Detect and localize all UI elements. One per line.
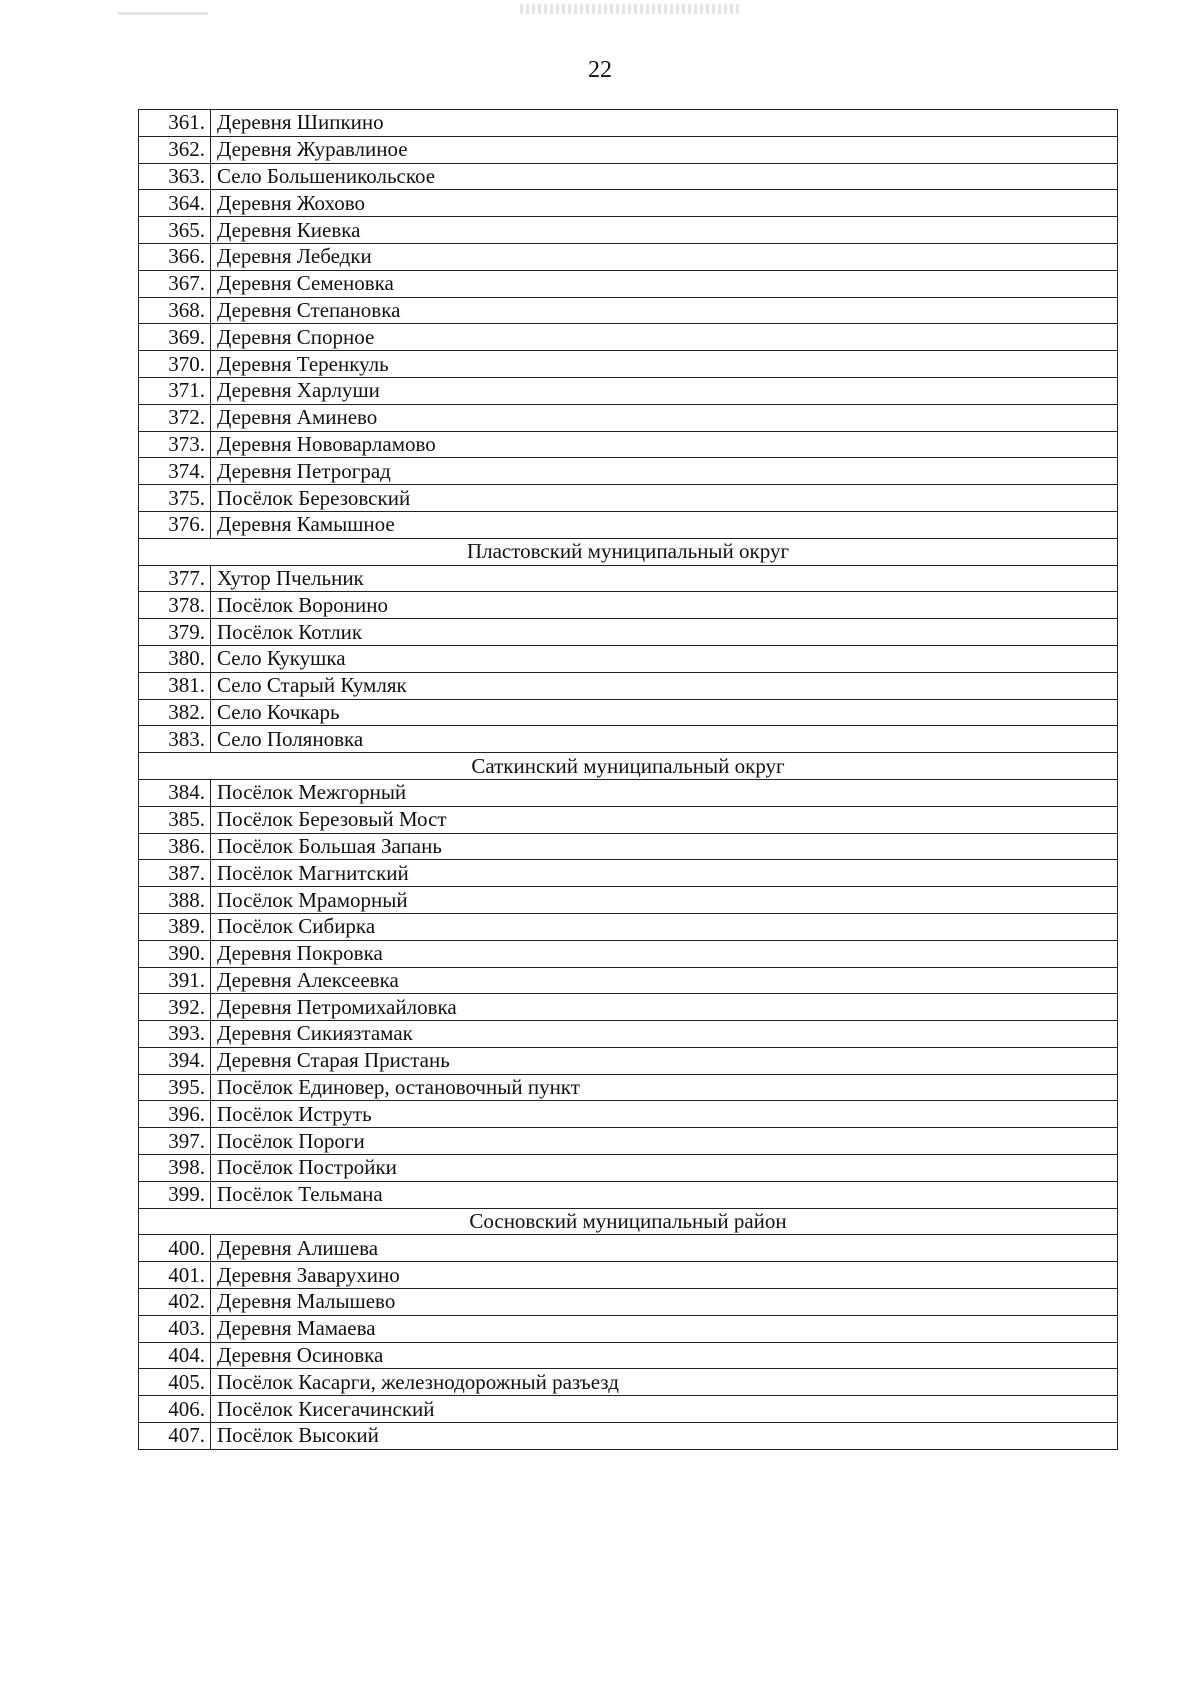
settlement-name: Деревня Покровка (211, 940, 1118, 967)
row-number: 381. (139, 672, 211, 699)
section-header-row (139, 753, 1118, 780)
table-row (139, 270, 1118, 297)
row-number: 370. (139, 351, 211, 378)
row-number: 387. (139, 860, 211, 887)
settlement-name: Посёлок Сибирка (211, 913, 1118, 940)
row-number: 367. (139, 270, 211, 297)
settlement-name: Село Кукушка (211, 645, 1118, 672)
row-number: 399. (139, 1181, 211, 1208)
row-number: 364. (139, 190, 211, 217)
table-row (139, 592, 1118, 619)
settlements-table-body (139, 110, 1118, 1450)
row-number: 366. (139, 243, 211, 270)
settlement-name: Деревня Сикиязтамак (211, 1021, 1118, 1048)
table-row (139, 967, 1118, 994)
settlement-name: Посёлок Высокий (211, 1423, 1118, 1450)
settlement-name: Деревня Малышево (211, 1289, 1118, 1316)
row-number: 394. (139, 1047, 211, 1074)
settlement-name: Хутор Пчельник (211, 565, 1118, 592)
row-number: 386. (139, 833, 211, 860)
row-number: 368. (139, 297, 211, 324)
table-row (139, 1342, 1118, 1369)
settlement-name: Деревня Журавлиное (211, 136, 1118, 163)
settlement-name: Деревня Заварухино (211, 1262, 1118, 1289)
settlement-name: Деревня Петромихайловка (211, 994, 1118, 1021)
table-row (139, 1235, 1118, 1262)
row-number: 383. (139, 726, 211, 753)
settlement-name: Деревня Камышное (211, 511, 1118, 538)
row-number: 376. (139, 511, 211, 538)
table-row (139, 297, 1118, 324)
table-row (139, 324, 1118, 351)
table-row (139, 1021, 1118, 1048)
table-row (139, 136, 1118, 163)
table-row (139, 190, 1118, 217)
settlement-name: Посёлок Тельмана (211, 1181, 1118, 1208)
table-row (139, 994, 1118, 1021)
settlement-name: Посёлок Кисегачинский (211, 1396, 1118, 1423)
table-row (139, 485, 1118, 512)
table-row (139, 404, 1118, 431)
settlement-name: Посёлок Котлик (211, 619, 1118, 646)
settlement-name: Посёлок Мраморный (211, 887, 1118, 914)
row-number: 380. (139, 645, 211, 672)
table-row (139, 833, 1118, 860)
settlement-name: Деревня Теренкуль (211, 351, 1118, 378)
row-number: 372. (139, 404, 211, 431)
row-number: 404. (139, 1342, 211, 1369)
settlement-name: Посёлок Большая Запань (211, 833, 1118, 860)
settlement-name: Село Кочкарь (211, 699, 1118, 726)
settlement-name: Деревня Осиновка (211, 1342, 1118, 1369)
section-title: Пластовский муниципальный округ (139, 538, 1118, 565)
row-number: 362. (139, 136, 211, 163)
settlement-name: Деревня Жохово (211, 190, 1118, 217)
row-number: 369. (139, 324, 211, 351)
table-row (139, 1074, 1118, 1101)
row-number: 398. (139, 1155, 211, 1182)
row-number: 401. (139, 1262, 211, 1289)
row-number: 392. (139, 994, 211, 1021)
row-number: 402. (139, 1289, 211, 1316)
settlement-name: Посёлок Касарги, железнодорожный разъезд (211, 1369, 1118, 1396)
row-number: 378. (139, 592, 211, 619)
row-number: 365. (139, 217, 211, 244)
table-row (139, 110, 1118, 137)
table-row (139, 940, 1118, 967)
table-row (139, 887, 1118, 914)
section-title: Сосновский муниципальный район (139, 1208, 1118, 1235)
settlement-name: Деревня Мамаева (211, 1315, 1118, 1342)
row-number: 396. (139, 1101, 211, 1128)
table-row (139, 377, 1118, 404)
table-row (139, 1315, 1118, 1342)
row-number: 405. (139, 1369, 211, 1396)
row-number: 406. (139, 1396, 211, 1423)
table-row (139, 1128, 1118, 1155)
table-row (139, 1262, 1118, 1289)
settlement-name: Деревня Харлуши (211, 377, 1118, 404)
settlement-name: Село Большеникольское (211, 163, 1118, 190)
row-number: 379. (139, 619, 211, 646)
settlement-name: Деревня Шипкино (211, 110, 1118, 137)
table-row (139, 779, 1118, 806)
row-number: 388. (139, 887, 211, 914)
table-row (139, 913, 1118, 940)
table-row (139, 1101, 1118, 1128)
table-row (139, 1289, 1118, 1316)
settlement-name: Деревня Старая Пристань (211, 1047, 1118, 1074)
table-row (139, 511, 1118, 538)
table-row (139, 806, 1118, 833)
table-row (139, 726, 1118, 753)
settlement-name: Село Поляновка (211, 726, 1118, 753)
table-row (139, 243, 1118, 270)
row-number: 371. (139, 377, 211, 404)
table-row (139, 645, 1118, 672)
settlement-name: Деревня Алишева (211, 1235, 1118, 1262)
table-row (139, 217, 1118, 244)
settlement-name: Посёлок Березовый Мост (211, 806, 1118, 833)
settlement-name: Деревня Спорное (211, 324, 1118, 351)
settlement-name: Посёлок Иструть (211, 1101, 1118, 1128)
settlement-name: Посёлок Единовер, остановочный пункт (211, 1074, 1118, 1101)
row-number: 375. (139, 485, 211, 512)
row-number: 407. (139, 1423, 211, 1450)
section-header-row (139, 1208, 1118, 1235)
settlement-name: Деревня Нововарламово (211, 431, 1118, 458)
table-row (139, 163, 1118, 190)
table-row (139, 860, 1118, 887)
row-number: 390. (139, 940, 211, 967)
settlement-name: Посёлок Воронино (211, 592, 1118, 619)
settlement-name: Деревня Лебедки (211, 243, 1118, 270)
scan-artifact (520, 4, 740, 14)
table-row (139, 458, 1118, 485)
page-number: 22 (588, 57, 612, 83)
scan-artifact (118, 12, 208, 15)
row-number: 389. (139, 913, 211, 940)
table-row (139, 1396, 1118, 1423)
row-number: 397. (139, 1128, 211, 1155)
settlement-name: Посёлок Пороги (211, 1128, 1118, 1155)
row-number: 400. (139, 1235, 211, 1262)
settlement-name: Деревня Алексеевка (211, 967, 1118, 994)
table-row (139, 1423, 1118, 1450)
table-row (139, 619, 1118, 646)
row-number: 403. (139, 1315, 211, 1342)
settlements-table (138, 109, 1118, 1450)
settlement-name: Деревня Аминево (211, 404, 1118, 431)
row-number: 395. (139, 1074, 211, 1101)
row-number: 373. (139, 431, 211, 458)
row-number: 382. (139, 699, 211, 726)
table-row (139, 1369, 1118, 1396)
table-row (139, 1155, 1118, 1182)
settlement-name: Посёлок Постройки (211, 1155, 1118, 1182)
row-number: 374. (139, 458, 211, 485)
table-row (139, 699, 1118, 726)
section-header-row (139, 538, 1118, 565)
row-number: 377. (139, 565, 211, 592)
settlement-name: Деревня Петроград (211, 458, 1118, 485)
table-row (139, 565, 1118, 592)
row-number: 361. (139, 110, 211, 137)
table-row (139, 672, 1118, 699)
settlement-name: Посёлок Магнитский (211, 860, 1118, 887)
settlement-name: Посёлок Межгорный (211, 779, 1118, 806)
table-row (139, 351, 1118, 378)
row-number: 385. (139, 806, 211, 833)
settlement-name: Деревня Семеновка (211, 270, 1118, 297)
table-row (139, 1181, 1118, 1208)
settlement-name: Деревня Степановка (211, 297, 1118, 324)
table-row (139, 431, 1118, 458)
table-row (139, 1047, 1118, 1074)
settlement-name: Деревня Киевка (211, 217, 1118, 244)
settlement-name: Посёлок Березовский (211, 485, 1118, 512)
row-number: 391. (139, 967, 211, 994)
row-number: 393. (139, 1021, 211, 1048)
row-number: 384. (139, 779, 211, 806)
section-title: Саткинский муниципальный округ (139, 753, 1118, 780)
settlement-name: Село Старый Кумляк (211, 672, 1118, 699)
row-number: 363. (139, 163, 211, 190)
